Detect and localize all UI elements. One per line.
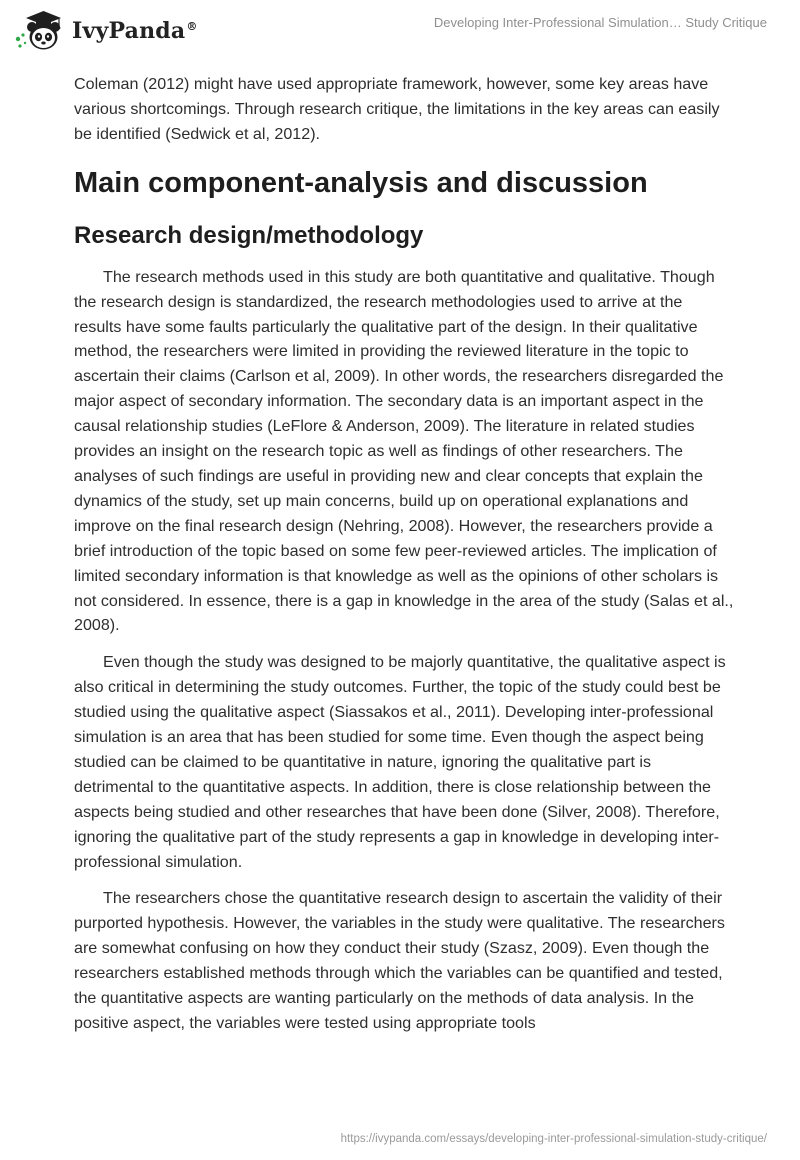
page-header	[0, 0, 800, 60]
article-body	[74, 72, 734, 1048]
ivypanda-logo[interactable]	[14, 8, 198, 54]
brand-name: IvyPanda®	[72, 18, 198, 44]
subsection-heading: Research design/methodology	[74, 221, 424, 249]
registered-mark: ®	[186, 19, 198, 33]
running-title: Developing Inter-Professional Simulation… Study Critique	[433, 15, 767, 30]
body-paragraph: The research methods used in this study are both quantitative and qualitative. Though the research design is standardized, the research methodologies used to arrive at the results have some faults particularly the qualitative part of the design. In their qualitative method, the researchers were limited in providing the reviewed literature in the topic to ascertain their claims (Carlson et al, 2009). In other words, the researchers disregarded the major aspect of secondary information. The secondary data is an important aspect in the causal relationship studies (LeFlore & Anderson, 2009). The literature in related studies provides an insight on the research topic as well as findings of other researchers. The analyses of such findings are useful in providing new and clear concepts that explain the dynamics of the study, set up main concerns, build up on operational explanations and improve on the final research design (Nehring, 2008). However, the researchers provide a brief introduction of the topic based on some few peer-reviewed articles. The implication of limited secondary information is that knowledge as well as the opinions of other scholars is not considered. In essence, there is a gap in knowledge in the area of the study (Salas et al., 2008).	[74, 267, 734, 635]
source-url[interactable]: https://ivypanda.com/essays/developing-inter-professional-simulation-study-critique/	[340, 1133, 767, 1145]
section-heading: Main component-analysis and discussion	[74, 166, 648, 199]
body-paragraph: Even though the study was designed to be majorly quantitative, the qualitative aspect is also critical in determining the study outcomes. Further, the topic of the study could best be studied using the qualitative aspect (Siassakos et al., 2011). Developing inter-professional simulation is an area that has been studied for some time. Even though the aspect being studied can be claimed to be quantitative in nature, ignoring the qualitative part is detrimental to the quantitative aspects. In addition, there is close relationship between the aspects being studied and other researches that have been done (Silver, 2008). Therefore, ignoring the qualitative part of the study represents a gap in knowledge in developing inter-professional simulation.	[74, 653, 726, 871]
panda-graduation-cap-icon	[14, 8, 66, 54]
body-paragraph: The researchers chose the quantitative research design to ascertain the validity of their purported hypothesis. However, the variables in the study were qualitative. The researchers are somewhat confusing on how they conduct their study (Szasz, 2009). Even though the researchers established methods through which the variables can be quantified and tested, the quantitative aspects are wanting particularly on the methods of data analysis. In the positive aspect, the variables were tested using appropriate tools	[74, 889, 725, 1032]
intro-paragraph: Coleman (2012) might have used appropriate framework, however, some key areas have various shortcomings. Through research critique, the limitations in the key areas can easily be identified (Sedwick et al, 2012).	[74, 75, 720, 143]
